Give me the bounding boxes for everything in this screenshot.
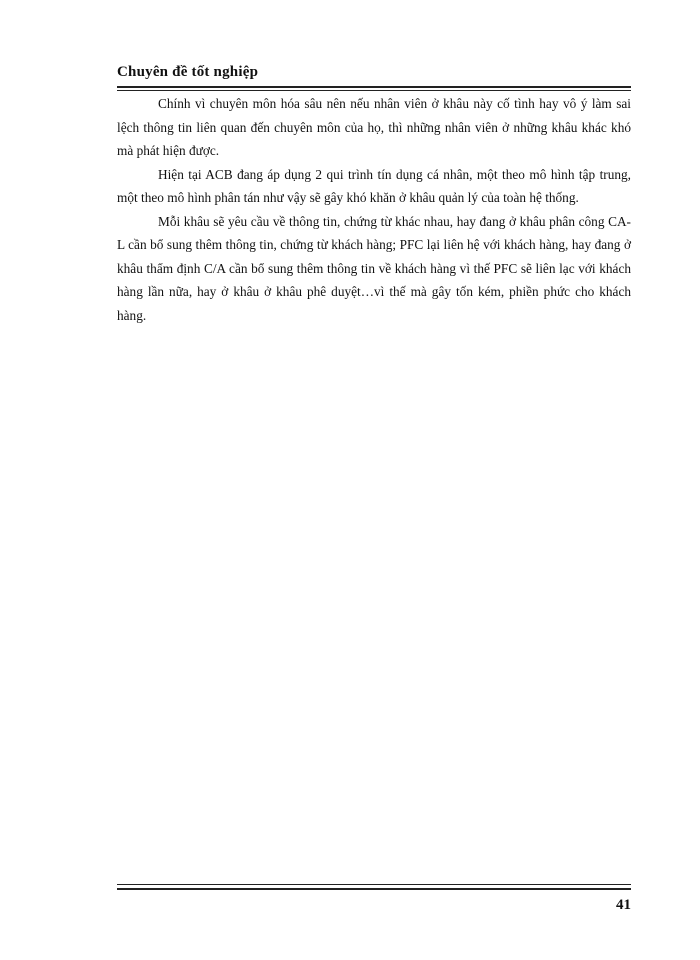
paragraph-3: Mỗi khâu sẽ yêu cầu về thông tin, chứng từ khác nhau, hay đang ở khâu phân công CA-L cần bổ sung thêm thông tin, chứng từ khách hàng; PFC lại liên hệ với khách hàng, hay đang ở khâu thẩm định C/A cần bổ sung thêm thông tin về khách hàng vì thế PFC sẽ liên lạc với khách hàng lần nữa, hay ở khâu ở khâu phê duyệt…vì thế mà gây tốn kém, phiền phức cho khách hàng. xyxy=(117,213,631,323)
page-number: 41 xyxy=(616,897,631,913)
header-rule-bottom xyxy=(117,90,631,91)
header-rule-top xyxy=(117,86,631,88)
footer-rule-bottom xyxy=(117,888,631,890)
footer-rule-top xyxy=(117,884,631,885)
paragraph-2: Hiện tại ACB đang áp dụng 2 qui trình tín dụng cá nhân, một theo mô hình tập trung, một theo mô hình phân tán như vậy sẽ gây khó khăn ở khâu quản lý của toàn hệ thống. xyxy=(117,166,631,205)
paragraph-1: Chính vì chuyên môn hóa sâu nên nếu nhân viên ở khâu này cố tình hay vô ý làm sai lệch thông tin liên quan đến chuyên môn của họ, thì những nhân viên ở những khâu khác khó mà phát hiện được. xyxy=(117,96,631,158)
body-text xyxy=(117,92,631,327)
page-header-title: Chuyên đề tốt nghiệp xyxy=(117,64,259,80)
